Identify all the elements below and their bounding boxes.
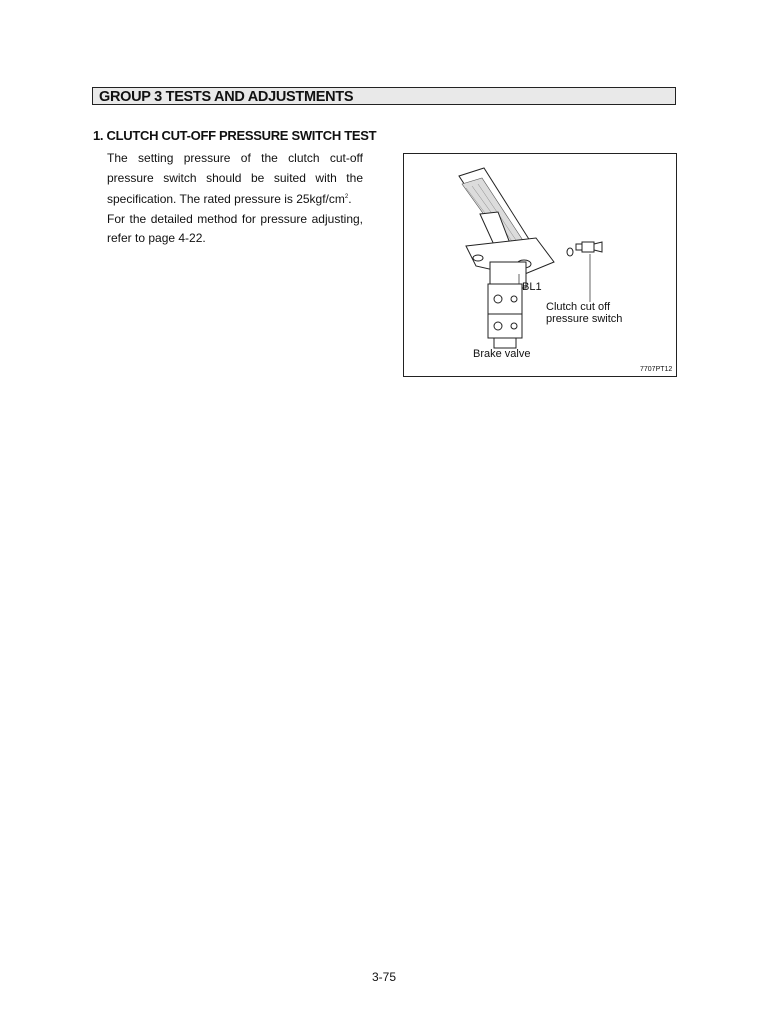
- group-header: GROUP 3 TESTS AND ADJUSTMENTS: [92, 87, 676, 105]
- brake-valve-illustration: [404, 154, 676, 376]
- body-text: [107, 149, 363, 249]
- figure-brake-valve: [403, 153, 677, 377]
- switch-label-line2: pressure switch: [546, 313, 623, 325]
- bl1-label: BL1: [522, 281, 542, 293]
- section-title: 1. CLUTCH CUT-OFF PRESSURE SWITCH TEST: [93, 128, 377, 143]
- switch-label-line1: Clutch cut off: [546, 301, 610, 313]
- washer: [567, 248, 573, 256]
- paragraph-1: [107, 149, 363, 210]
- paragraph-1-end: .: [348, 192, 352, 206]
- figure-code: 7707PT12: [640, 366, 673, 373]
- brake-valve-label: Brake valve: [473, 348, 531, 360]
- page-number: 3-75: [371, 970, 397, 984]
- pressure-switch-body: [582, 242, 594, 252]
- paragraph-2: For the detailed method for pressure adjusting, refer to page 4-22.: [107, 211, 363, 245]
- unit-superscript: 2: [344, 194, 349, 200]
- paragraph-1-main: The setting pressure of the clutch cut-off pressure switch should be suited with the specification. The rated pressure is 25kgf/cm: [107, 151, 363, 206]
